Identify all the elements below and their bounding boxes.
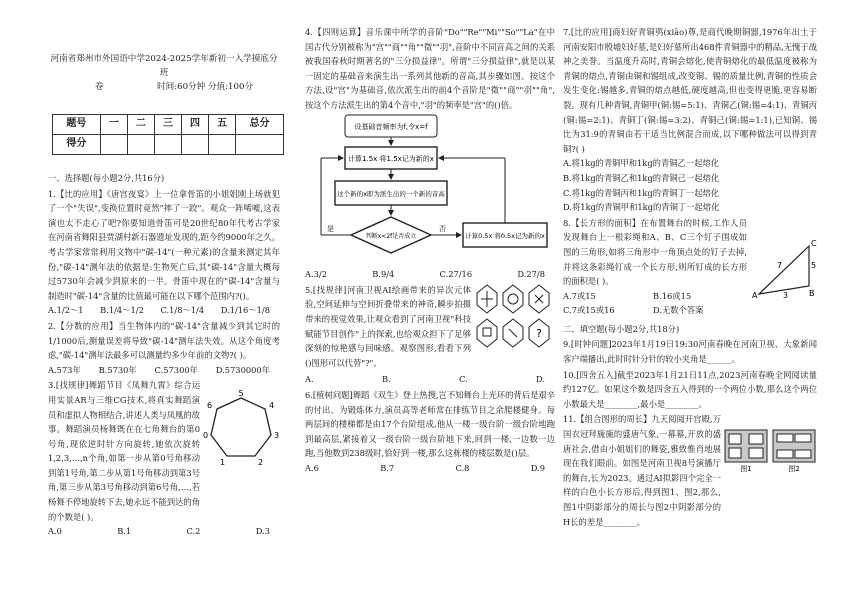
- figure-2-rect: [777, 434, 793, 442]
- question-8-options: [563, 289, 743, 318]
- heptagon-label: 1: [220, 458, 226, 468]
- exam-title-tail: 卷: [94, 82, 104, 92]
- pattern-hexagon: [503, 285, 523, 313]
- option-b[interactable]: B.: [381, 374, 391, 385]
- heptagon-shape: [211, 398, 271, 456]
- question-6-options: [305, 461, 555, 476]
- score-cell[interactable]: [127, 135, 154, 155]
- side-length-label: 7: [777, 260, 783, 270]
- score-head-cell: 总分: [236, 115, 284, 135]
- question-6: 6.[植树问题]舞蹈《双生》登上热搜,岂不知舞台上光环的背后是艰辛的付出。为锻炼体力,演员高等老师常在排练节目之余爬楼健身。每两层间的楼梯都是由17个台阶组成,他从一楼一级台阶一级台阶地跑到最高层,紧接着又一级台阶一级台阶地下来,回到一楼,一边数一边跑,当他数到238级时,恰好到一楼,那么这栋楼的楼层数是()层。: [305, 389, 555, 459]
- question-4-options: [305, 267, 555, 282]
- option-b[interactable]: B.5730年: [98, 364, 137, 375]
- option-c[interactable]: C.8: [455, 462, 470, 473]
- score-head-cell: 三: [154, 115, 181, 135]
- score-head-cell: 题号: [53, 115, 101, 135]
- figure-2-rect: [795, 434, 811, 442]
- vertex-label-a: A: [752, 290, 758, 300]
- column-right: [563, 24, 817, 529]
- section-heading-fill: 二、填空题(每小题2分,共18分): [563, 323, 680, 334]
- score-head-cell: 二: [127, 115, 154, 135]
- score-head-cell: 四: [182, 115, 209, 135]
- score-row-label: 得分: [53, 135, 101, 155]
- option-d[interactable]: D.1/16～1/8: [220, 305, 270, 316]
- side-length-label: 5: [811, 260, 817, 270]
- question-9: 9.[时钟问题]2023年1月19日19:30河南春晚在河南卫视、大象新闻客户端播出,此时时针分针的较小夹角是______。: [563, 339, 817, 365]
- pattern-hexagon: [477, 319, 497, 347]
- figure-1-rect: [749, 448, 763, 458]
- option-c[interactable]: C.7或15或16: [563, 305, 615, 316]
- exam-header: [48, 52, 280, 94]
- option-a[interactable]: A.1/2～1: [48, 305, 84, 316]
- figure-2-rect: [777, 450, 793, 458]
- question-7: 7.[比的应用]商妇好青铜鸮(xiāo)尊,是商代晚期铜器,1976年出土于河南安阳市殷墟妇好墓,是妇好墓所出468件青铜器中的精品,无愧于战神之美誉。当温度升高时,青铜会熔化,使青铜熔化的最低温度被称为青铜的熔点,青铜由铜和锡组成,改变铜、锡的质量比例,青铜的性质会发生变化:锡越多,青铜的熔点越低,硬度越高,但也变得更脆,更容易断裂。现有几种青铜,青铜甲(铜:锡=5:1)、青铜乙(铜:锡=4:1)、青铜丙(铜:锡=2:1)、青铜丁(铜:锡=3:2)、青铜己(铜:锡=1:1),已知铜、锡比为31:9的青铜由若干适当比例混合而成,以下哪种做法可以得到青铜?( ): [563, 27, 817, 154]
- question-1: 1.【比的应用】《唐宫夜宴》上一位拿骨笛的小姐姐刚上场就犯了一个"失误",变换位置时竟然"摔了一跤"。观众一阵唏嘘,这表演也太不走心了吧?你要知道骨笛可是20世纪80年代考古学家在河南省舞阳县贾湖村新石器遗址发现的,距今约9000年之久。考古学家常常利用文物中"碳-14"(一种元素)的含量来测定其年份,"碳-14"测年法的依据是:生物死亡后,其"碳-14"含量大概每过5730年会减少到原来的一半。骨笛中现在的"碳-14"含量与制造时"碳-14"含量的比值最可能在以下哪个范围内?()。: [48, 188, 280, 301]
- option-b[interactable]: B.1: [117, 526, 132, 537]
- option-d[interactable]: D.27/8: [517, 269, 545, 280]
- option-b[interactable]: B.7: [380, 462, 395, 473]
- flow-start-text: 设基础音频率为f,令x=f: [354, 122, 428, 131]
- flow-half-text: 计算0.5x 将0.5x记为新的x: [465, 231, 545, 240]
- score-head-cell: 五: [209, 115, 236, 135]
- option-d[interactable]: D.5730000年: [215, 364, 270, 375]
- question-10: 10.[四舍五入]截至2023年1月21日11点,2023河南春晚全网阅读量约127亿。如果这个数是四舍五入得到的一个两位小数,那么这个两位小数最大是________,最小是________。: [563, 369, 817, 409]
- option-d[interactable]: D.9: [530, 462, 545, 473]
- option-a[interactable]: A.0: [48, 526, 62, 537]
- question-3-options: [48, 524, 280, 539]
- option-a[interactable]: A.将1kg的青铜甲和1kg的青铜乙一起熔化: [563, 158, 720, 169]
- column-left: [48, 0, 280, 539]
- figure-1-caption: 图1: [740, 465, 752, 474]
- flow-yes-label: 是: [327, 224, 334, 233]
- flow-multiply-text: 计算1.5x 将1.5x记为新的x: [348, 154, 434, 163]
- option-a[interactable]: A.6: [305, 462, 319, 473]
- question-5-block: [305, 283, 555, 371]
- question-2: 2.【分数的应用】当生物体内的"碳-14"含量减少到其它时的1/1000后,测量误差将导致"碳-14"测年法失效。从这个角度考虑,"碳-14"测年法最多可以测量约多少年前的文物?( )。: [48, 320, 280, 361]
- question-2-options: [48, 363, 280, 378]
- figure-1-rect: [729, 448, 741, 458]
- question-7-options: [563, 156, 817, 214]
- flow-decision-text: 判断x<2f是否成立: [365, 232, 417, 240]
- heptagon-label: 4: [269, 401, 275, 411]
- pattern-grid-figure: [473, 283, 555, 353]
- question-4: 4.【四则运算】音乐课中所学的音阶"Do""Re""Mi""So""La"在中国古代分别被称为"宫""商""角""徵""羽",音阶中不同音高之间的关系被我国春秋时期著名的"三分损益律"。所谓"三分损益律",就是以某一固定的基础音来演生出一系列其他新的音高,其步骤如图。按这个方法,设"宫"为基础音,依次派生出的前4个音阶是"徵""商""羽""角",按这个方法派生出的第4个音中,"羽"的频率是"宫"的()倍。: [305, 27, 555, 110]
- option-c[interactable]: C.57300年: [154, 364, 198, 375]
- side-length-label: 3: [783, 290, 789, 300]
- score-cell[interactable]: [182, 135, 209, 155]
- vertex-label-b: B: [809, 288, 815, 298]
- heptagon-label: 5: [238, 390, 244, 399]
- option-b[interactable]: B.将1kg的青铜乙和1kg的青铜己一起熔化: [563, 172, 720, 183]
- column-middle: [305, 24, 555, 475]
- option-d[interactable]: D.3: [255, 526, 270, 537]
- option-c[interactable]: C.2: [186, 526, 201, 537]
- score-head-cell: 一: [100, 115, 127, 135]
- flow-output-text: 这个新的x即为派生出的一个新的音高: [337, 189, 445, 198]
- option-c[interactable]: C.将1kg的青铜丙和1kg的青铜丁一起熔化: [563, 187, 720, 198]
- heptagon-label: 2: [258, 458, 264, 468]
- option-d[interactable]: D.无数个答案: [653, 305, 704, 316]
- option-a[interactable]: A.3/2: [305, 269, 327, 280]
- triangle-shape: [759, 246, 809, 294]
- flowchart-figure: [305, 113, 555, 263]
- option-c[interactable]: C.27/16: [439, 269, 473, 280]
- heptagon-label: 6: [207, 401, 213, 411]
- option-d[interactable]: D.将1kg的青铜甲和1kg的青铜丁一起熔化: [563, 202, 720, 213]
- score-table: [52, 114, 284, 155]
- question-3-block: [48, 378, 280, 524]
- question-11: 11.【组合图形的周长】九天阅阅开宫殿,万国衣冠拜旒旒的盛唐气象,一幕幕,开放的盛唐社会,借由小姐姐们的舞姿,雅致惟肖地展现在我们眼前。如图是河南卫视8号演播厅的舞台,长为2023。通过AI拟影四个完全一样的白色小长方形后,得到图1、图2,那么,图1中阴影部分的周长与图2中阴影部分的H长的差是________。: [563, 414, 721, 527]
- score-cell[interactable]: [236, 135, 284, 155]
- option-b[interactable]: B.16或15: [653, 290, 692, 301]
- option-a[interactable]: A.: [305, 374, 314, 385]
- option-b[interactable]: B.9/4: [372, 269, 395, 280]
- figure-2-rect: [795, 450, 811, 458]
- question-3: 3.[找规律]舞蹈节目《凤舞九霄》综合运用实景AR与三维CG技术,将真实舞蹈演员和虚拟人物相结合,讲述人类与凤凰的故事。舞蹈演员杨舞既在在七角舞台的第0号角,现依逆时针方向旋转,她依次旋转1,2,3,…,n个角,如第一步从第0号角移动到第1号角,第二步从第1号角移动到第3号角,第三步从第3号角移动到第6号角,…,若杨舞不停地旋转下去,她永远不能到达的角的个数是( )。: [48, 380, 200, 522]
- heptagon-stage-figure: [202, 390, 280, 468]
- section-heading-choice: 一、选择题(每小题2分,共16分): [48, 173, 165, 183]
- question-1-options: [48, 303, 280, 318]
- score-cell[interactable]: [209, 135, 236, 155]
- question-8: 8.【长方形的面积】在布置舞台的时候,工作人员发现舞台上一根彩绳和A、B、C三个钉子围成如图的三角形,如将三角形中一角顶点处的钉子去掉,并将这条彩绳钉成一个长方形,则所钉成的长方形的面积是( )。: [563, 217, 747, 287]
- vertex-label-c: C: [811, 238, 817, 248]
- flow-no-label: 否: [439, 224, 446, 233]
- question-5: 5.[找规律]河南卫视AI绘画带来的异次元体验,空间延伸与空间折叠带来的神奇,瞬步拍摄带来的视觉效果,让观众看到了河南卫视"科技赋能节目创作"上的探索,也给观众担下了足够深刻的惊艳感与回味感。观察图形,看看下列()图形可以代替"?"。: [305, 284, 471, 368]
- stage-figures: [723, 428, 817, 474]
- figure-2-caption: 图2: [788, 465, 800, 474]
- heptagon-label: 0: [203, 431, 209, 441]
- score-table-score-row: [53, 135, 284, 155]
- question-11-block: [563, 412, 817, 529]
- option-a[interactable]: A.573年: [48, 364, 81, 375]
- option-b[interactable]: B.1/4～1/2: [100, 305, 144, 316]
- question-5-options: [305, 372, 555, 387]
- figure-1-rect: [749, 434, 763, 444]
- score-cell[interactable]: [100, 135, 127, 155]
- score-cell[interactable]: [154, 135, 181, 155]
- triangle-figure: [751, 238, 817, 300]
- figure-1-rect: [729, 434, 741, 444]
- option-c[interactable]: C.1/8～1/4: [160, 305, 205, 316]
- question-mark: ?: [536, 326, 542, 340]
- exam-title: 河南省郑州市外国语中学2024-2025学年新初一入学摸底分班: [50, 54, 278, 78]
- option-c[interactable]: C.: [458, 374, 468, 385]
- option-d[interactable]: D.: [535, 374, 545, 385]
- heptagon-label: 3: [274, 431, 280, 441]
- option-a[interactable]: A.7或15: [563, 290, 596, 301]
- score-table-header-row: [53, 115, 284, 135]
- time-score: 时间:60分钟 分值:100分: [157, 82, 254, 92]
